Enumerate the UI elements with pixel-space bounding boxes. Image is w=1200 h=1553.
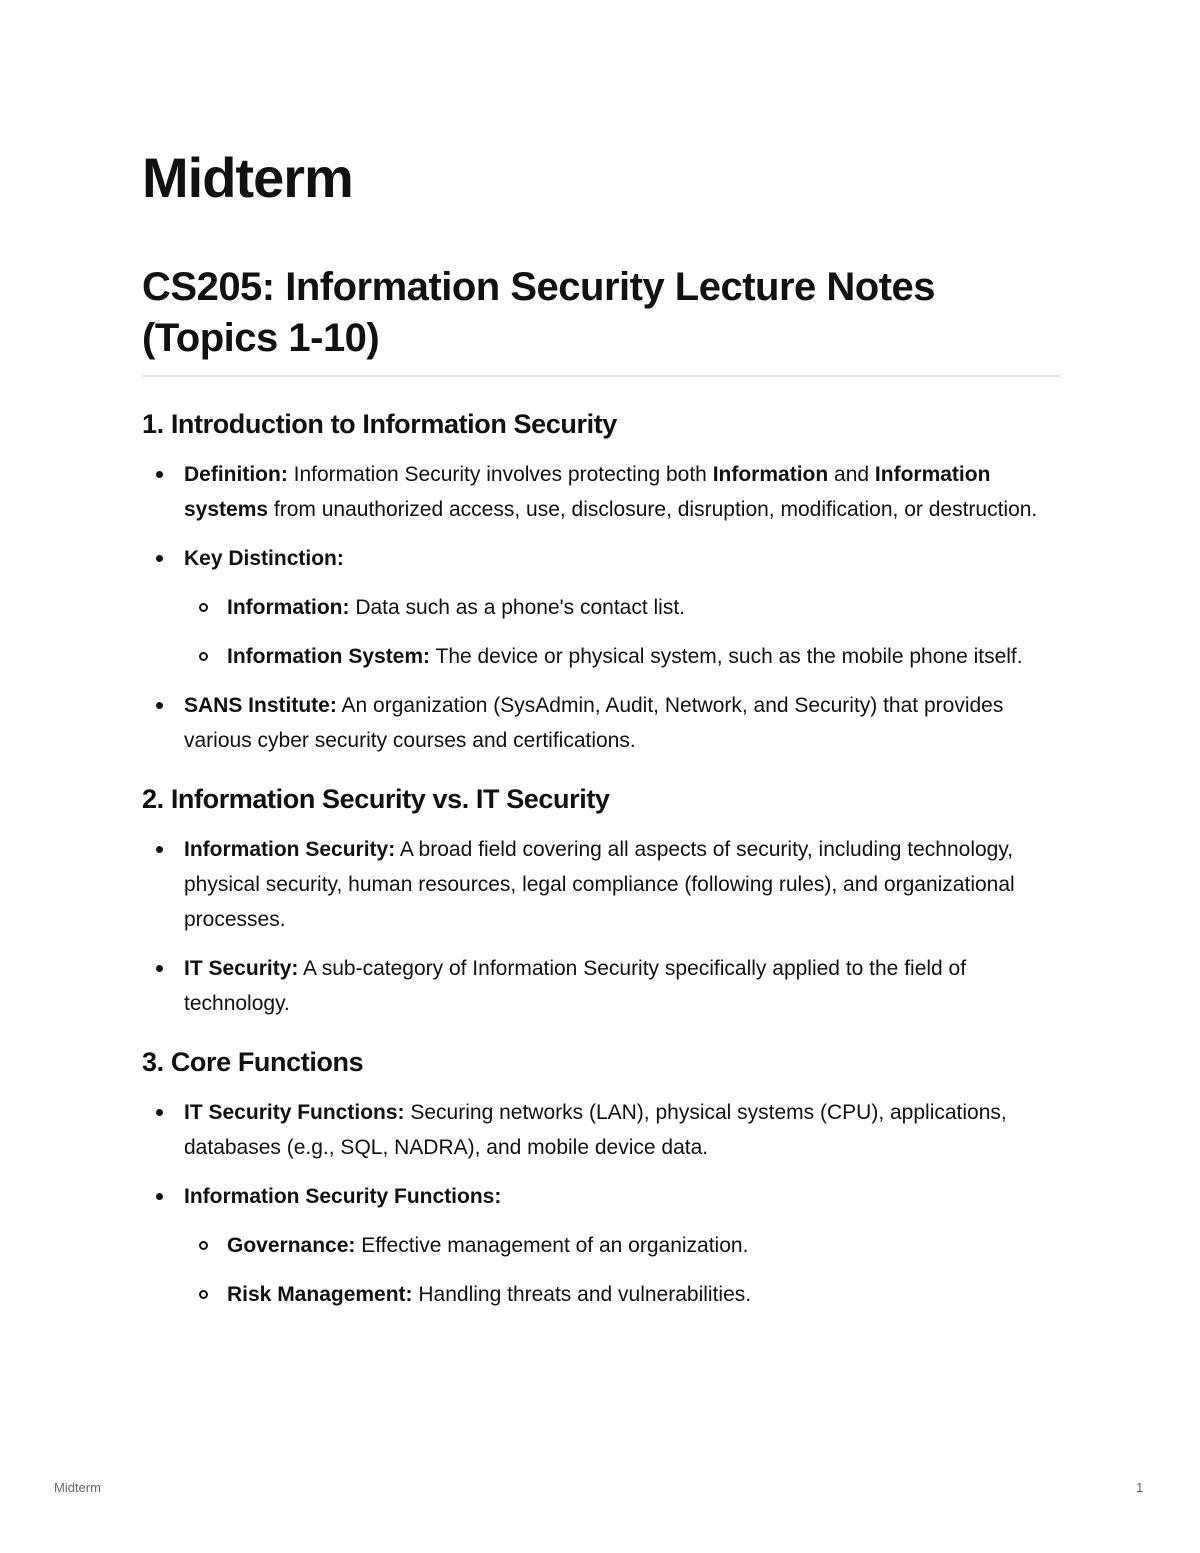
list-item-text: Information: Data such as a phone's contact list. xyxy=(227,596,686,619)
section-core-functions xyxy=(142,1040,1060,1312)
item-label: IT Security: xyxy=(184,957,299,980)
list-item-text xyxy=(184,541,1060,576)
section-heading: 2. Information Security vs. IT Security xyxy=(142,784,610,814)
list-item xyxy=(142,541,1060,576)
list-item xyxy=(142,1095,1060,1165)
list-item xyxy=(142,832,1060,937)
divider xyxy=(142,375,1060,377)
section-infosec-vs-itsec xyxy=(142,777,1060,1021)
bullet-list xyxy=(142,457,1060,758)
item-label: Information: xyxy=(227,596,350,619)
list-item-text: Risk Management: Handling threats and vulnerabilities. xyxy=(227,1283,752,1306)
item-label: Definition: xyxy=(184,463,288,486)
bullet-disc-icon xyxy=(156,471,163,478)
item-label: IT Security Functions: xyxy=(184,1101,405,1124)
bullet-circle-icon xyxy=(199,603,208,612)
list-item xyxy=(142,951,1060,1021)
document-subtitle: CS205: Information Security Lecture Notes (Topics 1-10) xyxy=(142,265,936,360)
list-item-text: IT Security: A sub-category of Information Security specifically applied to the field of technology. xyxy=(184,957,967,1015)
list-item-text: Information System: The device or physical system, such as the mobile phone itself. xyxy=(227,645,1023,668)
section-heading: 1. Introduction to Information Security xyxy=(142,409,617,439)
footer-page-number: 1 xyxy=(1136,1480,1144,1495)
sub-list-item xyxy=(142,590,1060,625)
bullet-circle-icon xyxy=(199,1290,208,1299)
list-item xyxy=(142,688,1060,758)
page-title: Midterm xyxy=(142,146,353,209)
list-item-text: SANS Institute: An organization (SysAdmin, Audit, Network, and Security) that provides various cyber security courses and certifications. xyxy=(184,694,1004,752)
sub-list-item xyxy=(142,1277,1060,1312)
bullet-disc-icon xyxy=(156,846,163,853)
list-item-text: Definition: Information Security involves protecting both Information and Information systems from unauthorized access, use, disclosure, disruption, modification, or destruction. xyxy=(184,463,1038,521)
item-label: Information Security Functions: xyxy=(184,1185,502,1208)
item-label: Information System: xyxy=(227,645,431,668)
section-heading: 3. Core Functions xyxy=(142,1047,364,1077)
list-item-text: IT Security Functions: Securing networks (LAN), physical systems (CPU), applications, databases (e.g., SQL, NADRA), and mobile device data. xyxy=(184,1101,1007,1159)
bullet-circle-icon xyxy=(199,652,208,661)
list-item-text: Information Security: A broad field covering all aspects of security, including technology, physical security, human resources, legal compliance (following rules), and organizational processes. xyxy=(184,838,1015,931)
bullet-disc-icon xyxy=(156,555,163,562)
list-item xyxy=(142,457,1060,527)
bullet-list xyxy=(142,1095,1060,1312)
list-item xyxy=(142,1179,1060,1214)
bullet-circle-icon xyxy=(199,1241,208,1250)
sub-list-item xyxy=(142,1228,1060,1263)
item-label: Key Distinction: xyxy=(184,547,344,570)
bullet-disc-icon xyxy=(156,1109,163,1116)
document-body xyxy=(142,402,1060,1312)
bullet-disc-icon xyxy=(156,965,163,972)
item-label: SANS Institute: xyxy=(184,694,337,717)
item-label: Risk Management: xyxy=(227,1283,413,1306)
item-label: Information Security: xyxy=(184,838,396,861)
bullet-disc-icon xyxy=(156,1193,163,1200)
list-item-text: Governance: Effective management of an organization. xyxy=(227,1234,749,1257)
section-introduction xyxy=(142,402,1060,758)
bullet-disc-icon xyxy=(156,702,163,709)
item-label: Governance: xyxy=(227,1234,356,1257)
sub-list-item xyxy=(142,639,1060,674)
list-item-text xyxy=(184,1179,1060,1214)
footer-document-name: Midterm xyxy=(54,1480,101,1495)
bullet-list xyxy=(142,832,1060,1021)
